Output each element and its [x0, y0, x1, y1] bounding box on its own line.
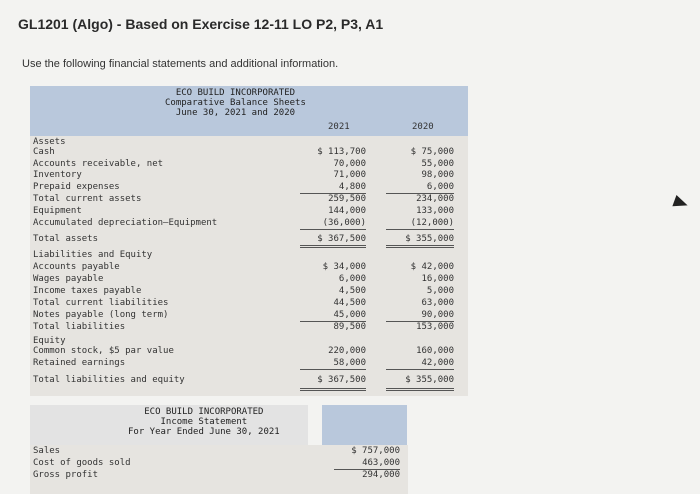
- mouse-cursor-icon: [672, 195, 689, 211]
- total-double-rule: [386, 388, 454, 389]
- bs-value-2020: 90,000: [421, 310, 454, 320]
- bs-row-label: Assets: [33, 137, 66, 147]
- bs-value-2021: 45,000: [333, 310, 366, 320]
- bs-row-label: Cash: [33, 147, 55, 157]
- bs-value-2021: 144,000: [328, 206, 366, 216]
- bs-row-label: Accounts payable: [33, 262, 120, 272]
- bs-value-2020: 6,000: [426, 182, 454, 192]
- total-double-rule: [300, 247, 366, 248]
- bs-value-2020: 153,000: [416, 322, 454, 332]
- bs-value-2020: $ 42,000: [410, 262, 454, 272]
- is-row-value: $ 757,000: [351, 446, 400, 456]
- total-double-rule: [386, 390, 454, 391]
- bs-row-label: Common stock, $5 par value: [33, 346, 174, 356]
- bs-value-2020: $ 75,000: [410, 147, 454, 157]
- cogs-rule: [334, 469, 400, 470]
- instructions-text: Use the following financial statements and additional information.: [22, 58, 339, 70]
- bs-value-2020: 63,000: [421, 298, 454, 308]
- total-double-rule: [300, 388, 366, 389]
- is-row-value: 294,000: [362, 470, 400, 480]
- bs-value-2021: 6,000: [338, 274, 366, 284]
- bs-value-2021: $ 34,000: [322, 262, 366, 272]
- bs-row-label: Wages payable: [33, 274, 104, 284]
- col-header-2020: 2020: [412, 122, 434, 132]
- bs-row-label: Accumulated depreciation—Equipment: [33, 218, 218, 228]
- bs-value-2021: 4,500: [338, 286, 366, 296]
- bs-value-2020: 42,000: [421, 358, 454, 368]
- bs-row-label: Total current liabilities: [33, 298, 169, 308]
- bs-value-2020: 5,000: [426, 286, 454, 296]
- bs-value-2020: (12,000): [410, 218, 454, 228]
- is-row-value: 463,000: [362, 458, 400, 468]
- total-double-rule: [386, 247, 454, 248]
- bs-value-2020: 234,000: [416, 194, 454, 204]
- bs-value-2021: $ 367,500: [317, 234, 366, 244]
- bs-value-2020: 98,000: [421, 170, 454, 180]
- bs-value-2021: 259,500: [328, 194, 366, 204]
- bs-value-2020: $ 355,000: [405, 375, 454, 385]
- is-row-label: Sales: [33, 446, 61, 456]
- bs-row-label: Liabilities and Equity: [33, 250, 153, 260]
- bs-value-2020: $ 355,000: [405, 234, 454, 244]
- bs-row-label: Retained earnings: [33, 358, 126, 368]
- bs-row-label: Notes payable (long term): [33, 310, 169, 320]
- page-title: GL1201 (Algo) - Based on Exercise 12-11 LO P2, P3, A1: [18, 16, 384, 32]
- subtotal-rule: [300, 369, 366, 370]
- bs-value-2021: 58,000: [333, 358, 366, 368]
- subtotal-rule: [386, 369, 454, 370]
- bs-row-label: Accounts receivable, net: [33, 159, 164, 169]
- total-double-rule: [300, 390, 366, 391]
- bs-value-2020: 133,000: [416, 206, 454, 216]
- bs-value-2021: 4,800: [338, 182, 366, 192]
- bs-row-label: Total liabilities and equity: [33, 375, 185, 385]
- bs-row-label: Total current assets: [33, 194, 142, 204]
- bs-row-label: Income taxes payable: [33, 286, 142, 296]
- bs-value-2021: $ 367,500: [317, 375, 366, 385]
- bs-value-2021: (36,000): [322, 218, 366, 228]
- bs-row-label: Inventory: [33, 170, 82, 180]
- income-statement-value-header: [322, 405, 407, 445]
- is-company-name: ECO BUILD INCORPORATED: [144, 407, 264, 417]
- bs-row-label: Equipment: [33, 206, 82, 216]
- subtotal-rule: [386, 229, 454, 230]
- subtotal-rule: [300, 229, 366, 230]
- is-statement-period: For Year Ended June 30, 2021: [128, 427, 280, 437]
- is-row-label: Gross profit: [33, 470, 99, 480]
- bs-value-2021: 44,500: [333, 298, 366, 308]
- bs-value-2021: 70,000: [333, 159, 366, 169]
- bs-row-label: Total liabilities: [33, 322, 126, 332]
- bs-value-2020: 55,000: [421, 159, 454, 169]
- bs-statement-name: Comparative Balance Sheets: [165, 98, 306, 108]
- bs-row-label: Total assets: [33, 234, 99, 244]
- income-statement-header: [30, 405, 308, 445]
- total-double-rule: [300, 245, 366, 246]
- bs-value-2021: 220,000: [328, 346, 366, 356]
- total-double-rule: [386, 245, 454, 246]
- bs-value-2020: 16,000: [421, 274, 454, 284]
- bs-value-2021: $ 113,700: [317, 147, 366, 157]
- bs-company-name: ECO BUILD INCORPORATED: [175, 88, 296, 98]
- col-header-2021: 2021: [328, 122, 350, 132]
- bs-row-label: Equity: [33, 336, 66, 346]
- bs-value-2021: 71,000: [333, 170, 366, 180]
- bs-statement-date: June 30, 2021 and 2020: [175, 108, 296, 118]
- is-statement-name: Income Statement: [160, 417, 248, 427]
- bs-value-2021: 89,500: [333, 322, 366, 332]
- is-row-label: Cost of goods sold: [33, 458, 131, 468]
- bs-value-2020: 160,000: [416, 346, 454, 356]
- bs-row-label: Prepaid expenses: [33, 182, 120, 192]
